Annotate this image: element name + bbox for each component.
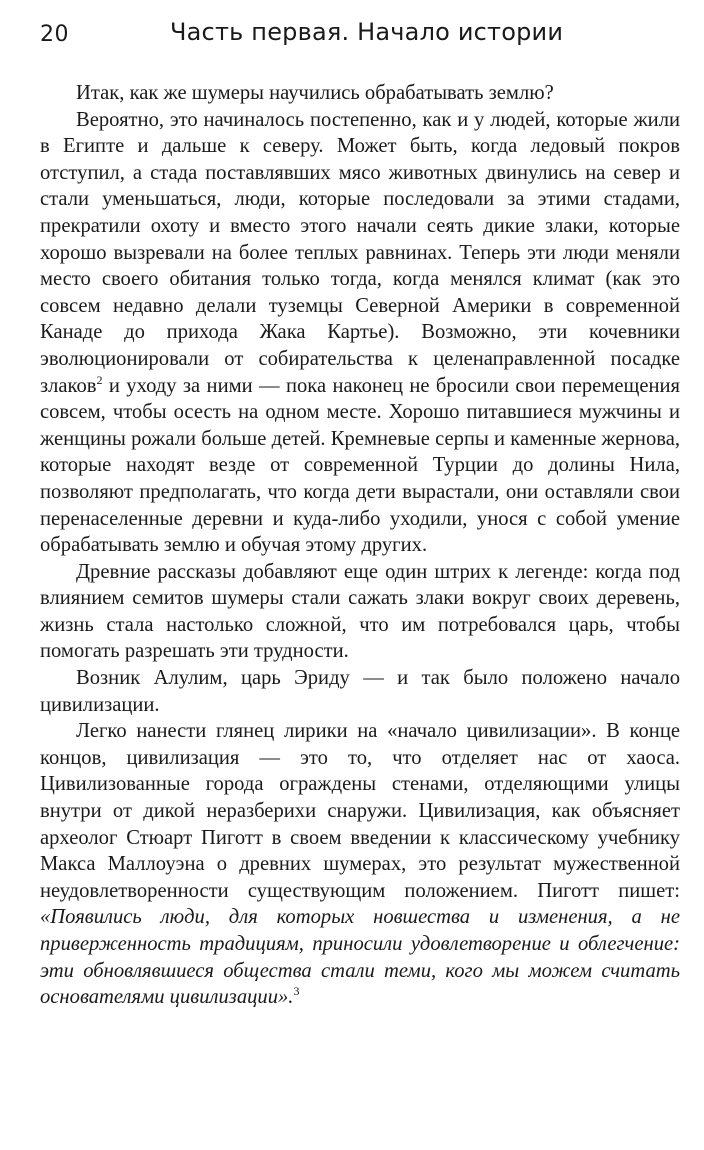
paragraph-text: Возник Алулим, царь Эриду — и так было положено начало цивилизации. [40,667,680,716]
paragraph-text: Легко нанести глянец лирики на «начало цивилизации». В конце концов, цивилизация — это то, что отделяет нас от хаоса. Цивилизованные города ограждены стенами, отделяющими улицы внутри от дикой неразберихи снаружи. Цивилизация, как объясняет археолог Стюарт Пиготт в своем введении к классическому учебнику Макса Маллоуэна о древних шумерах, это результат мужественной неудовлетворенности существующим положением. Пиготт пишет: [40,720,680,902]
paragraph-text-continued: и уходу за ними — пока наконец не бросили свои перемещения совсем, чтобы осесть на одном месте. Хорошо питавшиеся мужчины и женщины рожали больше детей. Кремневые серпы и каменные жернова, которые находят везде от современной Турции до долины Нила, позволяют предполагать, что когда дети вырастали, они оставляли свои перенаселенные деревни и куда-либо уходили, унося с собой умение обрабатывать землю и обучая этому других. [40,374,680,557]
footnote-marker[interactable]: 2 [96,372,103,387]
paragraph-origins [40,107,680,559]
paragraph-text: Итак, как же шумеры научились обрабатывать землю? [76,82,554,104]
running-title: Часть первая. Начало истории [170,18,564,46]
footnote-marker[interactable]: 3 [293,984,300,999]
piggott-quote: «Появились люди, для которых новшества и изменения, а не приверженность традициям, приносили удовлетворение и облегчение: эти обновлявшиеся общества стали теми, кого мы можем считать основателями цивилизации». [40,906,680,1009]
running-header [40,14,680,54]
paragraph-text: Вероятно, это начиналось постепенно, как и у людей, которые жили в Египте и дальше к северу. Может быть, когда ледовый покров отступил, а стада поставлявших мясо животных двинулись на север и стали уменьшаться, люди, которые последовали за этими стадами, прекратили охоту и вместо этого начали сеять дикие злаки, которые хорошо вызревали на более теплых равнинах. Теперь эти люди меняли место своего обитания только тогда, когда менялся климат (как это совсем недавно делали туземцы Северной Америки в современной Канаде до прихода Жака Картье). Возможно, эти кочевники эволюционировали от собирательства к целенаправленной посадке злаков [40,108,680,397]
text-body [40,80,680,1011]
paragraph-civilization [40,718,680,1011]
paragraph-question [40,80,680,107]
paragraph-legend [40,559,680,665]
page-number: 20 [40,22,69,47]
paragraph-text: Древние рассказы добавляют еще один штрих к легенде: когда под влиянием семитов шумеры стали сажать злаки вокруг своих деревень, жизнь стала настолько сложной, что им потребовался царь, чтобы помогать разрешать эти трудности. [40,560,680,663]
paragraph-alulim [40,665,680,718]
